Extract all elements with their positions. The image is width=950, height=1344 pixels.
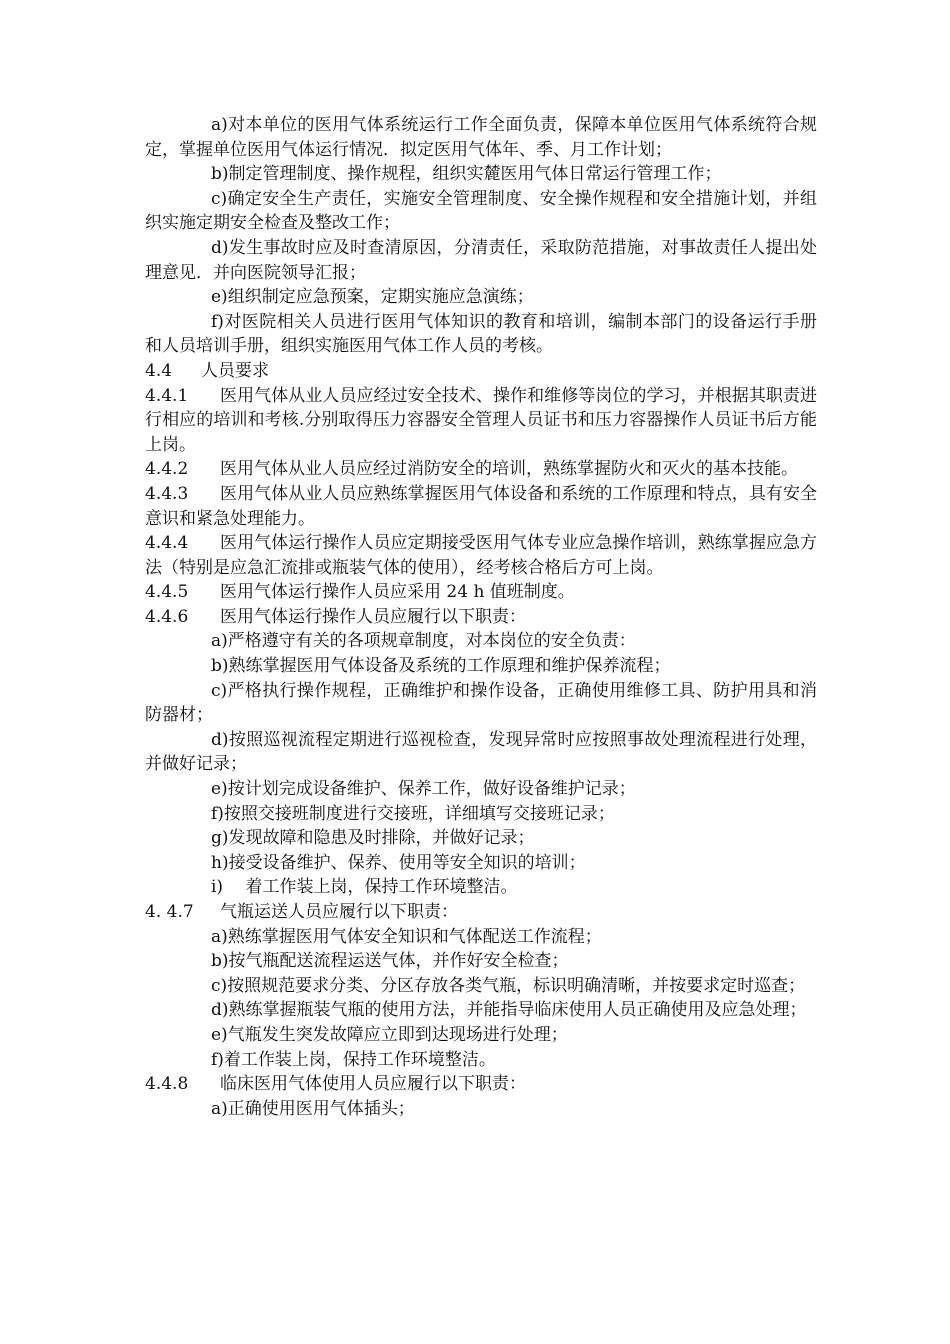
clause-text: 人员要求 [201,360,269,381]
list-item: c)按照规范要求分类、分区存放各类气瓶，标识明确清晰，并按要求定时巡查； [211,975,806,996]
clause-paragraph [145,482,817,531]
clause-text: 医用气体从业人员应经过消防安全的培训，熟练掌握防火和灭火的基本技能。 [220,459,798,480]
list-item: f)按照交接班制度进行交接班，详细填写交接班记录； [211,803,615,824]
list-item: d)熟练掌握瓶装气瓶的使用方法，并能指导临床使用人员正确使用及应急处理； [211,1000,807,1021]
clause-number: 4.4 [145,360,173,381]
section-heading [145,359,817,384]
list-item: a)严格遵守有关的各项规章制度，对本岗位的安全负责： [211,631,636,652]
list-item: c)严格执行操作规程，正确维护和操作设备，正确使用维修工具、防护用具和消防器材； [145,680,817,726]
list-item: f)着工作装上岗，保持工作环境整洁。 [211,1049,496,1070]
list-item: b)按气瓶配送流程运送气体，并作好安全检查； [211,951,569,972]
clause-paragraph [145,900,817,925]
clause-number: 4.4.6 [145,606,189,627]
clause-text: 气瓶运送人员应履行以下职责： [220,902,458,922]
list-item: a)熟练掌握医用气体安全知识和气体配送工作流程； [211,926,602,947]
list-item: d)发生事故时应及时查清原因，分清责任，采取防范措施，对事故责任人提出处理意见．并向医院领导汇报； [145,237,817,283]
clause-text: 医用气体运行操作人员应采用 24 h 值班制度。 [220,582,575,603]
clause-text: 医用气体运行操作人员应定期接受医用气体专业应急操作培训，熟练掌握应急方法（特别是应急汇流排或瓶装气体的使用），经考核合格后方可上岗。 [145,533,817,578]
clause-text: 医用气体从业人员应经过安全技术、操作和维修等岗位的学习，并根据其职责进行相应的培训和考核.分别取得压力容器安全管理人员证书和压力容器操作人员证书后方能上岗。 [145,385,817,455]
clause-number: 4.4.4 [145,533,189,554]
list-item: f)对医院相关人员进行医用气体知识的教育和培训，编制本部门的设备运行手册和人员培训手册，组织实施医用气体工作人员的考核。 [145,311,817,357]
clause-paragraph [145,605,817,630]
list-item: d)按照巡视流程定期进行巡视检查，发现异常时应按照事故处理流程进行处理，并做好记录； [145,729,817,775]
clause-text: 医用气体运行操作人员应履行以下职责： [220,606,526,627]
clause-text: 临床医用气体使用人员应履行以下职责： [220,1074,526,1095]
clause-paragraph [145,531,817,580]
list-item: h)接受设备维护、保养、使用等安全知识的培训； [211,852,586,873]
list-item: b)制定管理制度、操作规程，组织实麓医用气体日常运行管理工作； [211,164,722,185]
clause-number: 4.4.2 [145,459,189,480]
list-item: a)对本单位的医用气体系统运行工作全面负责，保障本单位医用气体系统符合规定，掌握单位医用气体运行情况．拟定医用气体年、季、月工作计划； [145,115,817,160]
list-item: c)确定安全生产责任，实施安全管理制度、安全操作规程和安全措施计划，并组织实施定期安全检查及整改工作； [145,188,817,234]
clause-number: 4.4.3 [145,483,189,504]
clause-paragraph [145,384,817,458]
clause-paragraph [145,580,817,605]
clause-text: 医用气体从业人员应熟练掌握医用气体设备和系统的工作原理和特点，具有安全意识和紧急处理能力。 [145,483,817,529]
list-item: g)发现故障和隐患及时排除，并做好记录； [211,828,535,849]
list-item: e)组织制定应急预案，定期实施应急演练； [211,287,534,308]
clause-number: 4.4.8 [145,1074,189,1095]
clause-paragraph [145,1072,817,1097]
clause-number: 4.4.1 [145,385,189,406]
document-body [145,113,817,1121]
list-item: e)按计划完成设备维护、保养工作，做好设备维护记录； [211,779,636,800]
list-item: e)气瓶发生突发故障应立即到达现场进行处理； [211,1024,568,1045]
clause-number: 4. 4.7 [145,902,194,922]
clause-paragraph [145,457,817,482]
clause-number: 4.4.5 [145,582,189,603]
list-item: i) 着工作装上岗，保持工作环境整洁。 [211,877,518,898]
list-item: a)正确使用医用气体插头； [211,1098,415,1119]
list-item: b)熟练掌握医用气体设备及系统的工作原理和维护保养流程； [211,656,671,677]
